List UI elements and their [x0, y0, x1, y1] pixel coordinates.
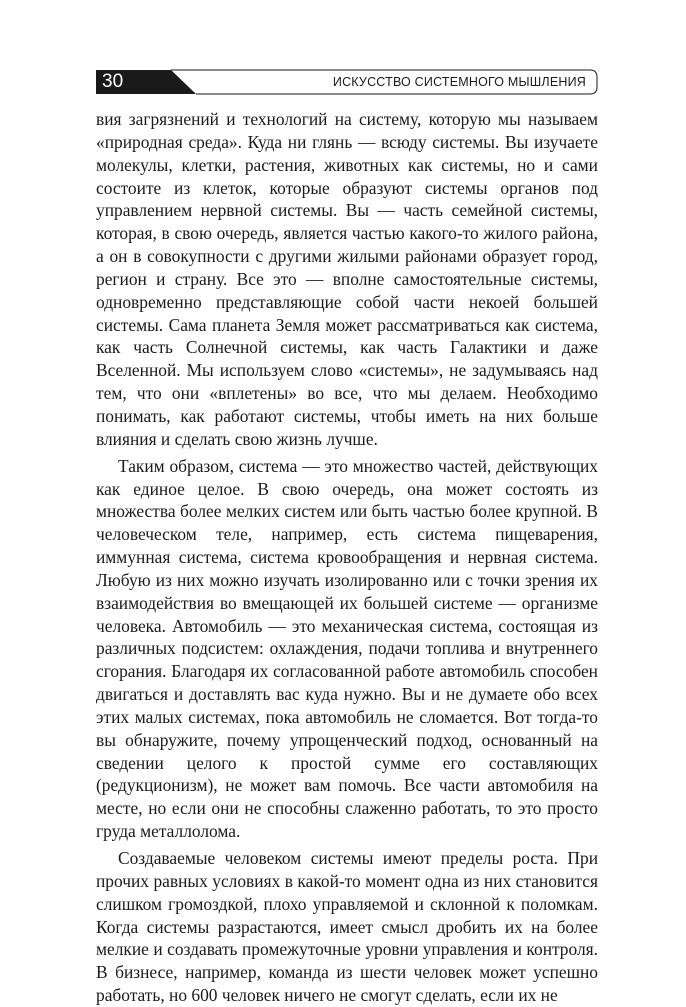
- paragraph-1: вия загрязнений и технологий на систему, которую мы называем «природная среда». Куда ни глянь — всюду системы. Вы изучаете молекулы, клетки, растения, животных как системы, но и сами состоите из клеток, которые образуют системы органов под управлением нервной системы. Вы — часть семейной системы, которая, в свою очередь, является частью какого-то жилого района, а он в совокупности с другими жилыми районами образует город, регион и страну. Все это — вполне самостоятельные системы, одновременно представляющие собой части некоей большей системы. Сама планета Земля может рассматриваться как система, как часть Солнечной системы, как часть Галактики и даже Вселенной. Мы используем слово «системы», не задумываясь над тем, что они «вплетены» во все, что мы делаем. Необходимо понимать, как работают системы, чтобы иметь на них больше влияния и сделать свою жизнь лучше.: [96, 109, 598, 449]
- running-title: ИСКУССТВО СИСТЕМНОГО МЫШЛЕНИЯ: [332, 75, 586, 89]
- paragraph-3: Создаваемые человеком системы имеют пределы роста. При прочих равных условиях в какой-то момент одна из них становится слишком громоздкой, плохо управляемой и склонной к поломкам. Когда системы разрастаются, имеет смысл дробить их на более мелкие и создавать промежуточные уровни управления и контроля. В бизнесе, например, команда из шести человек может успешно работать, но 600 человек ничего не смогут сделать, если их не: [96, 848, 598, 1006]
- paragraph-2: Таким образом, система — это множество частей, действующих как единое целое. В свою очередь, она может состоять из множества более мелких систем или быть частью более крупной. В человеческом теле, например, есть система пищеварения, иммунная система, система кровообращения и нервная система. Любую из них можно изучать изолированно или с точки зрения их взаимодействия во вмещающей их большей системе — организме человека. Автомобиль — это механическая система, состоящая из различных подсистем: охлаждения, подачи топлива и внутреннего сгорания. Благодаря их согласованной работе автомобиль способен двигаться и доставлять вас куда нужно. Вы и не думаете обо всех этих малых системах, пока автомобиль не сломается. Вот тогда-то вы обнаружите, почему упрощенческий подход, основанный на сведении целого к простой сумме его составляющих (редукционизм), не может вам помочь. Все части автомобиля на месте, но если они не способны слаженно работать, то это просто груда металлолома.: [96, 455, 598, 842]
- page-number: 30: [102, 71, 124, 92]
- body-text: [96, 108, 598, 1007]
- running-header: [96, 69, 598, 95]
